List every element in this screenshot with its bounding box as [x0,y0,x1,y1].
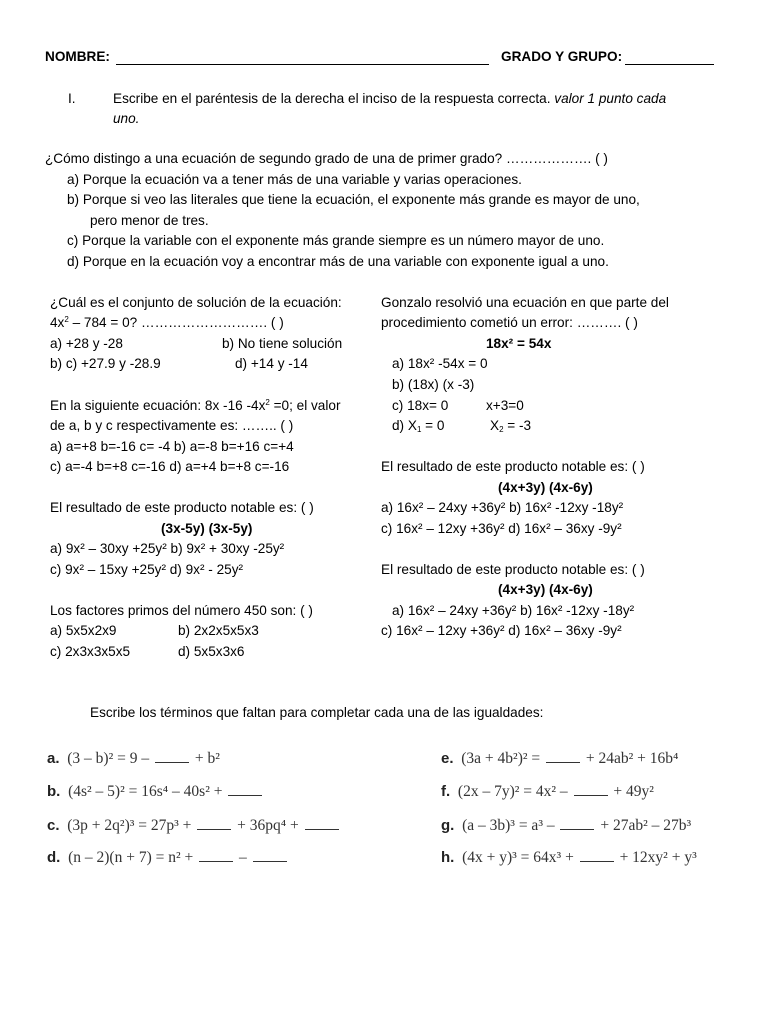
q7-question: El resultado de este producto notable es: ( ) [381,459,645,474]
fill-item-a: a. (3 – b)² = 9 – + b² [47,750,220,767]
q1-option-c: c) Porque la variable con el exponente más grande siempre es un número mayor de uno. [67,233,605,248]
q1-option-b-cont: pero menor de tres. [90,213,209,228]
q3-options-ab: a) a=+8 b=-16 c= -4 b) a=-8 b=+16 c=+4 [50,439,294,454]
section-instruction [113,91,666,106]
fill-item-d: d. (n – 2)(n + 7) = n² + – [47,849,289,867]
q1-option-a: a) Porque la ecuación va a tener más de una variable y varias operaciones. [67,172,522,187]
q1-option-b: b) Porque si veo las literales que tiene la ecuación, el exponente más grande es mayor de uno, [67,192,640,207]
q2-question: ¿Cuál es el conjunto de solución de la ecuación: [50,295,342,310]
q6-option-c: c) 18x= 0 [392,398,449,413]
q5-question: Los factores primos del número 450 son: ( ) [50,603,313,618]
q4-options-ab: a) 9x² – 30xy +25y² b) 9x² + 30xy -25y² [50,541,285,556]
q7-options-ab: a) 16x² – 24xy +36y² b) 16x² -12xy -18y² [381,500,624,515]
fill-blank-h[interactable] [580,849,614,862]
q6-option-b: b) (18x) (x -3) [392,377,475,392]
q1-option-d: d) Porque en la ecuación voy a encontrar más de una variable con exponente igual a uno. [67,254,609,269]
fill-blank-f[interactable] [574,783,608,796]
q6-expression: 18x² = 54x [486,336,552,351]
q4-question: El resultado de este producto notable es: ( ) [50,500,314,515]
q3-question: En la siguiente ecuación: 8x -16 $-4x^2 =0$; el valor [50,398,341,413]
q8-options-ab: a) 16x² – 24xy +36y² b) 16x² -12xy -18y² [392,603,635,618]
q3-options-cd: c) a=-4 b=+8 c=-16 d) a=+4 b=+8 c=-16 [50,459,290,474]
grade-field[interactable] [625,64,714,65]
q5-option-b: b) 2x2x5x5x3 [178,623,259,638]
q5-option-c: c) 2x3x3x5x5 [50,644,131,659]
fill-blank-c2[interactable] [305,817,339,830]
q2-option-a: a) +28 y -28 [50,336,123,351]
q5-option-d: d) 5x5x3x6 [178,644,245,659]
q6-option-a: a) 18x² -54x = 0 [392,356,488,371]
q4-expression: (3x-5y) (3x-5y) [161,521,253,536]
fill-item-f: f. (2x – 7y)² = 4x² – + 49y² [441,783,654,800]
q2-option-c: b) c) +27.9 y -28.9 [50,356,161,371]
q3-question-cont: de a, b y c respectivamente es: …….. ( ) [50,418,294,433]
section2-instruction: Escribe los términos que faltan para completar cada una de las igualdades: [90,705,544,720]
q6-option-c-2: x+3=0 [486,398,524,413]
q8-question: El resultado de este producto notable es: ( ) [381,562,645,577]
fill-blank-g[interactable] [560,817,594,830]
name-label: NOMBRE: [45,49,110,64]
q6-question-cont: procedimiento cometió un error: ………. ( ) [381,315,638,330]
q6-question: Gonzalo resolvió una ecuación en que parte del [381,295,669,310]
fill-item-b: b. (4s² – 5)² = 16s⁴ – 40s² + [47,783,264,801]
instruction-note-2: uno. [113,111,140,126]
q2-option-b: b) No tiene solución [222,336,343,351]
q1-question: ¿Cómo distingo a una ecuación de segundo grado de una de primer grado? ………………. ( ) [45,151,608,166]
q5-option-a: a) 5x5x2x9 [50,623,117,638]
instruction-note: valor 1 punto cada [554,91,667,106]
fill-item-e: e. (3a + 4b²)² = + 24ab² + 16b⁴ [441,750,679,767]
q2-equation: $4x^2 - 784 = 0$? ………………………. ( ) [50,315,284,330]
q7-expression: (4x+3y) (4x-6y) [498,480,593,495]
fill-blank-d2[interactable] [253,849,287,862]
q8-options-cd: c) 16x² – 12xy +36y² d) 16x² – 36xy -9y² [381,623,622,638]
q6-option-d-2: $X_2 = -3$ [490,418,532,434]
fill-blank-d1[interactable] [199,849,233,862]
section-roman: I. [68,91,76,106]
name-field[interactable] [116,64,489,65]
grade-label: GRADO Y GRUPO: [501,49,623,64]
q2-option-d: d) +14 y -14 [235,356,308,371]
q8-expression: (4x+3y) (4x-6y) [498,582,593,597]
fill-item-g: g. (a – 3b)³ = a³ – + 27ab² – 27b³ [441,817,692,834]
fill-blank-c1[interactable] [197,817,231,830]
q4-options-cd: c) 9x² – 15xy +25y² d) 9x² - 25y² [50,562,244,577]
fill-item-c: c. (3p + 2q²)³ = 27p³ + + 36pq⁴ + [47,817,341,835]
fill-blank-b[interactable] [228,783,262,796]
fill-item-h: h. (4x + y)³ = 64x³ + + 12xy² + y³ [441,849,697,866]
q6-option-d: d) $X_1 = 0$ [392,418,445,434]
fill-blank-e[interactable] [546,750,580,763]
instruction-text: Escribe en el paréntesis de la derecha el inciso de la respuesta correcta. [113,91,551,106]
fill-blank-a[interactable] [155,750,189,763]
q7-options-cd: c) 16x² – 12xy +36y² d) 16x² – 36xy -9y² [381,521,622,536]
